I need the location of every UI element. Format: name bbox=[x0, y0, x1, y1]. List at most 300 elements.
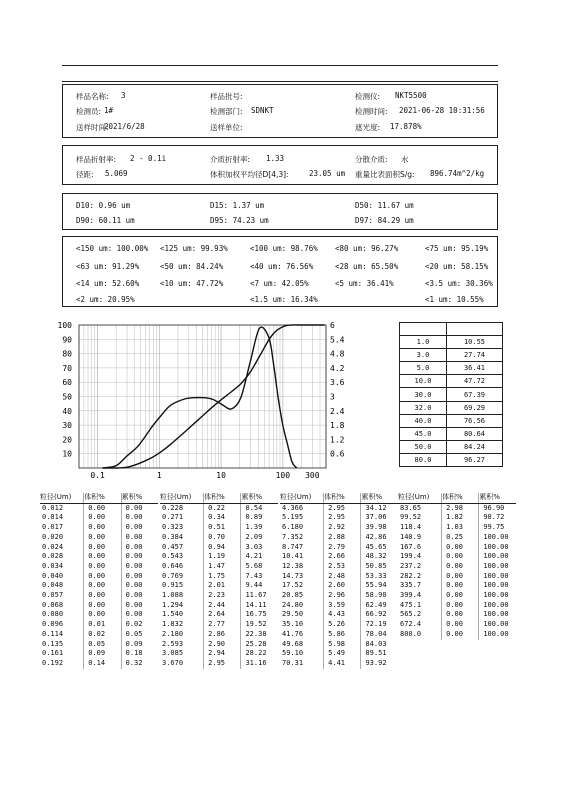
table-cell: 0.057 bbox=[42, 591, 64, 600]
table-cell: 34.12 bbox=[361, 503, 398, 513]
table-cell: 6.180 bbox=[282, 523, 304, 532]
table-cell: 0.014 bbox=[42, 513, 64, 522]
table-cell: 70.31 bbox=[282, 658, 304, 667]
table-cell: 565.2 bbox=[400, 610, 422, 619]
table-row bbox=[40, 610, 158, 620]
y-left-tick-label: 10 bbox=[62, 449, 72, 459]
cumulative-value: <80 um: 96.27% bbox=[335, 244, 399, 253]
table-cell: 0.00 bbox=[84, 581, 121, 591]
table-cell: 672.4 bbox=[400, 620, 422, 629]
table-row bbox=[40, 523, 158, 533]
table-cell: 0.54 bbox=[241, 503, 278, 513]
d-value: D90: 60.11 um bbox=[76, 216, 135, 225]
table-row bbox=[398, 610, 516, 620]
table-cell: 0.00 bbox=[84, 503, 121, 513]
table-cell: 0.09 bbox=[84, 649, 121, 659]
table-cell: 48.32 bbox=[361, 552, 398, 562]
table-cell: 0.00 bbox=[442, 543, 479, 553]
table-row bbox=[280, 649, 398, 659]
y-left-tick-label: 30 bbox=[62, 421, 72, 431]
size-table bbox=[280, 493, 398, 669]
table-cell: 0.096 bbox=[42, 620, 64, 629]
optics-value: 896.74m^2/kg bbox=[430, 169, 485, 178]
table-row bbox=[40, 620, 158, 630]
table-cell: 0.192 bbox=[42, 658, 64, 667]
table-row bbox=[40, 562, 158, 572]
col-header: 粒径(Um) bbox=[40, 493, 84, 503]
table-row bbox=[40, 659, 158, 669]
size-cell: 5.0 bbox=[400, 362, 447, 375]
col-header: 粒径(Um) bbox=[280, 493, 324, 503]
table-row bbox=[160, 533, 278, 543]
table-cell: 2.09 bbox=[241, 533, 278, 543]
table-row bbox=[400, 375, 503, 388]
table-cell: 31.16 bbox=[241, 659, 278, 669]
table-cell: 2.64 bbox=[204, 610, 241, 620]
table-cell: 72.19 bbox=[361, 620, 398, 630]
table-cell: 0.00 bbox=[442, 572, 479, 582]
table-row bbox=[280, 543, 398, 553]
table-cell: 1.19 bbox=[204, 552, 241, 562]
table-cell: 0.00 bbox=[84, 513, 121, 523]
cumulative-value: <75 um: 95.19% bbox=[425, 244, 489, 253]
table-cell: 0.02 bbox=[84, 630, 121, 640]
table-cell: 100.00 bbox=[479, 630, 516, 640]
table-cell: 0.00 bbox=[442, 601, 479, 611]
info-label: 检测时间: bbox=[355, 107, 388, 116]
table-cell: 140.9 bbox=[400, 532, 422, 541]
col-header: 体积% bbox=[204, 493, 241, 503]
table-cell: 62.49 bbox=[361, 601, 398, 611]
table-cell: 41.76 bbox=[282, 629, 304, 638]
table-row bbox=[160, 659, 278, 669]
table-cell: 59.10 bbox=[282, 649, 304, 658]
table-row bbox=[280, 591, 398, 601]
cum-cell: 67.39 bbox=[446, 388, 502, 401]
table-cell: 0.080 bbox=[42, 610, 64, 619]
table-cell: 0.02 bbox=[121, 620, 158, 630]
cum-cell: 80.64 bbox=[446, 427, 502, 440]
info-value: NKT5500 bbox=[395, 91, 427, 100]
cumulative-value: <20 um: 58.15% bbox=[425, 262, 489, 271]
size-cell: 3.0 bbox=[400, 349, 447, 362]
cum-cell: 47.72 bbox=[446, 375, 502, 388]
cumulative-value: <150 um: 100.00% bbox=[76, 244, 149, 253]
info-value: 17.878% bbox=[390, 122, 422, 131]
table-cell: 100.00 bbox=[479, 572, 516, 582]
table-cell: 0.00 bbox=[121, 591, 158, 601]
table-cell: 3.085 bbox=[162, 649, 184, 658]
table-row bbox=[280, 620, 398, 630]
table-cell: 99.75 bbox=[479, 523, 516, 533]
table-cell: 22.38 bbox=[241, 630, 278, 640]
table-cell: 0.00 bbox=[121, 533, 158, 543]
y-left-tick-label: 40 bbox=[62, 406, 72, 416]
table-row bbox=[160, 630, 278, 640]
table-cell: 0.00 bbox=[442, 620, 479, 630]
size-cell: 30.0 bbox=[400, 388, 447, 401]
table-cell: 100.00 bbox=[479, 543, 516, 553]
table-cell: 0.00 bbox=[121, 610, 158, 620]
table-cell: 2.95 bbox=[324, 513, 361, 523]
table-cell: 0.05 bbox=[121, 630, 158, 640]
info-value: SDNKT bbox=[251, 106, 274, 115]
table-row bbox=[400, 362, 503, 375]
table-cell: 20.85 bbox=[282, 591, 304, 600]
table-cell: 0.00 bbox=[121, 552, 158, 562]
table-cell: 2.77 bbox=[204, 620, 241, 630]
cumulative-value: <50 um: 84.24% bbox=[160, 262, 224, 271]
table-cell: 0.00 bbox=[442, 610, 479, 620]
cumulative-value: <63 um: 91.29% bbox=[76, 262, 140, 271]
table-cell: 100.00 bbox=[479, 562, 516, 572]
d-value: D10: 0.96 um bbox=[76, 201, 131, 210]
table-cell: 167.6 bbox=[400, 542, 422, 551]
col-header: 体积% bbox=[84, 493, 121, 503]
table-cell: 0.00 bbox=[84, 572, 121, 582]
optics-value: 1.33 bbox=[266, 154, 285, 163]
size-cell: 32.0 bbox=[400, 401, 447, 414]
table-cell: 1.03 bbox=[442, 523, 479, 533]
col-header: 粒径(Um) bbox=[398, 493, 442, 503]
table-cell: 0.70 bbox=[204, 533, 241, 543]
optics-label: 样品折射率: bbox=[76, 155, 117, 164]
table-cell: 0.457 bbox=[162, 542, 184, 551]
table-cell: 1.47 bbox=[204, 562, 241, 572]
y-right-tick-label: 3 bbox=[330, 392, 335, 402]
table-row bbox=[280, 562, 398, 572]
table-cell: 10.41 bbox=[282, 552, 304, 561]
header-top-rule bbox=[62, 65, 498, 66]
cumulative-value: <1 um: 10.55% bbox=[425, 295, 484, 304]
cumulative-value: <5 um: 36.41% bbox=[335, 279, 394, 288]
y-right-tick-label: 0.6 bbox=[330, 449, 345, 459]
table-row bbox=[280, 552, 398, 562]
table-cell: 100.00 bbox=[479, 620, 516, 630]
table-cell: 96.90 bbox=[479, 503, 516, 513]
table-cell: 2.88 bbox=[324, 533, 361, 543]
cum-cell: 96.27 bbox=[446, 453, 502, 466]
y-right-tick-label: 1.2 bbox=[330, 435, 345, 445]
info-value: 1# bbox=[104, 106, 114, 115]
size-table bbox=[398, 493, 516, 640]
info-label: 检测部门: bbox=[210, 107, 243, 116]
table-cell: 12.38 bbox=[282, 561, 304, 570]
table-cell: 0.00 bbox=[84, 610, 121, 620]
table-cell: 89.51 bbox=[361, 649, 398, 659]
header-bottom-rule bbox=[62, 81, 498, 82]
table-cell: 0.00 bbox=[442, 562, 479, 572]
y-right-tick-label: 3.6 bbox=[330, 378, 345, 388]
table-cell: 5.98 bbox=[324, 640, 361, 650]
table-row bbox=[280, 640, 398, 650]
table-cell: 100.00 bbox=[479, 610, 516, 620]
table-cell: 78.04 bbox=[361, 630, 398, 640]
table-cell: 2.95 bbox=[204, 659, 241, 669]
table-row bbox=[280, 581, 398, 591]
table-row bbox=[160, 640, 278, 650]
col-header: 累积% bbox=[241, 493, 278, 503]
table-cell: 99.52 bbox=[400, 513, 422, 522]
table-row bbox=[280, 523, 398, 533]
table-cell: 83.65 bbox=[400, 503, 422, 512]
table-cell: 0.543 bbox=[162, 552, 184, 561]
table-cell: 7.43 bbox=[241, 572, 278, 582]
y-left-tick-label: 90 bbox=[62, 335, 72, 345]
table-cell: 11.67 bbox=[241, 591, 278, 601]
info-label: 样品批号: bbox=[210, 92, 243, 101]
cum-cell: 84.24 bbox=[446, 440, 502, 453]
info-label: 送样单位: bbox=[210, 123, 243, 132]
table-row bbox=[40, 649, 158, 659]
table-cell: 2.79 bbox=[324, 543, 361, 553]
table-row bbox=[398, 552, 516, 562]
cumulative-value: <7 um: 42.05% bbox=[250, 279, 309, 288]
optics-label: 体积加权平均径D[4,3]: bbox=[210, 170, 289, 179]
table-row bbox=[400, 414, 503, 427]
table-row bbox=[280, 601, 398, 611]
table-cell: 2.94 bbox=[204, 649, 241, 659]
table-row bbox=[398, 620, 516, 630]
table-cell: 0.646 bbox=[162, 561, 184, 570]
y-right-tick-label: 6 bbox=[330, 321, 335, 330]
table-cell: 14.73 bbox=[282, 571, 304, 580]
table-cell: 237.2 bbox=[400, 561, 422, 570]
table-cell: 800.0 bbox=[400, 629, 422, 638]
d-value: D15: 1.37 um bbox=[210, 201, 265, 210]
table-row bbox=[280, 572, 398, 582]
table-row bbox=[160, 543, 278, 553]
table-cell: 2.96 bbox=[324, 591, 361, 601]
table-row bbox=[160, 503, 278, 513]
table-row bbox=[160, 581, 278, 591]
table-cell: 55.94 bbox=[361, 581, 398, 591]
table-cell: 2.180 bbox=[162, 629, 184, 638]
cum-cell: 36.41 bbox=[446, 362, 502, 375]
table-row bbox=[160, 523, 278, 533]
table-cell: 100.00 bbox=[479, 601, 516, 611]
table-cell: 0.00 bbox=[84, 523, 121, 533]
table-cell: 66.92 bbox=[361, 610, 398, 620]
table-cell: 58.90 bbox=[361, 591, 398, 601]
table-cell: 5.86 bbox=[324, 630, 361, 640]
col-header-cum bbox=[446, 323, 502, 336]
table-cell: 0.00 bbox=[121, 513, 158, 523]
table-row bbox=[40, 591, 158, 601]
table-row bbox=[400, 453, 503, 466]
table-cell: 37.06 bbox=[361, 513, 398, 523]
table-cell: 0.271 bbox=[162, 513, 184, 522]
table-row bbox=[40, 572, 158, 582]
y-right-tick-label: 1.8 bbox=[330, 421, 345, 431]
table-cell: 84.03 bbox=[361, 640, 398, 650]
table-cell: 3.59 bbox=[324, 601, 361, 611]
table-cell: 0.915 bbox=[162, 581, 184, 590]
size-cell: 1.0 bbox=[400, 336, 447, 349]
table-cell: 0.22 bbox=[204, 503, 241, 513]
table-cell: 0.135 bbox=[42, 639, 64, 648]
x-tick-label: 100 bbox=[275, 471, 291, 480]
table-cell: 0.00 bbox=[442, 552, 479, 562]
col-header: 体积% bbox=[442, 493, 479, 503]
table-cell: 2.23 bbox=[204, 591, 241, 601]
table-cell: 4.366 bbox=[282, 503, 304, 512]
size-cell: 10.0 bbox=[400, 375, 447, 388]
table-row bbox=[280, 503, 398, 513]
table-cell: 399.4 bbox=[400, 591, 422, 600]
table-cell: 0.89 bbox=[241, 513, 278, 523]
size-table bbox=[160, 493, 278, 669]
table-cell: 4.21 bbox=[241, 552, 278, 562]
table-row bbox=[40, 581, 158, 591]
optics-label: 重量比表面积S/g: bbox=[355, 170, 415, 179]
table-row bbox=[280, 659, 398, 669]
table-cell: 0.01 bbox=[84, 620, 121, 630]
table-row bbox=[40, 543, 158, 553]
y-right-tick-label: 2.4 bbox=[330, 406, 345, 416]
table-cell: 42.86 bbox=[361, 533, 398, 543]
table-row bbox=[160, 572, 278, 582]
size-table bbox=[40, 493, 158, 669]
y-right-tick-label: 4.2 bbox=[330, 363, 345, 373]
y-right-tick-label: 4.8 bbox=[330, 349, 345, 359]
table-row bbox=[160, 649, 278, 659]
table-cell: 0.00 bbox=[442, 630, 479, 640]
table-row bbox=[400, 401, 503, 414]
table-cell: 98.72 bbox=[479, 513, 516, 523]
table-cell: 0.017 bbox=[42, 523, 64, 532]
optics-label: 分散介质: bbox=[355, 155, 388, 164]
table-cell: 0.00 bbox=[84, 552, 121, 562]
table-cell: 9.44 bbox=[241, 581, 278, 591]
table-row bbox=[398, 591, 516, 601]
table-cell: 0.00 bbox=[121, 581, 158, 591]
table-cell: 1.82 bbox=[442, 513, 479, 523]
optics-value: 水 bbox=[401, 155, 409, 164]
table-row bbox=[398, 630, 516, 640]
table-cell: 45.65 bbox=[361, 543, 398, 553]
table-cell: 0.048 bbox=[42, 581, 64, 590]
info-label: 检测仪: bbox=[355, 92, 381, 101]
table-row bbox=[398, 581, 516, 591]
y-left-tick-label: 80 bbox=[62, 349, 72, 359]
table-cell: 5.26 bbox=[324, 620, 361, 630]
table-cell: 2.98 bbox=[442, 503, 479, 513]
table-cell: 0.00 bbox=[84, 591, 121, 601]
table-row bbox=[400, 336, 503, 349]
cumulative-value: <2 um: 20.95% bbox=[76, 295, 135, 304]
table-cell: 17.52 bbox=[282, 581, 304, 590]
table-row bbox=[400, 388, 503, 401]
cum-cell: 27.74 bbox=[446, 349, 502, 362]
info-label: 送样时间: bbox=[76, 123, 109, 132]
col-header: 粒径(Um) bbox=[160, 493, 204, 503]
table-cell: 0.00 bbox=[121, 523, 158, 533]
table-row bbox=[398, 601, 516, 611]
d-value: D95: 74.23 um bbox=[210, 216, 269, 225]
table-cell: 7.352 bbox=[282, 532, 304, 541]
table-cell: 2.593 bbox=[162, 639, 184, 648]
col-header: 累积% bbox=[479, 493, 516, 503]
size-cell: 80.0 bbox=[400, 453, 447, 466]
table-cell: 0.32 bbox=[121, 659, 158, 669]
table-cell: 0.51 bbox=[204, 523, 241, 533]
col-header: 体积% bbox=[324, 493, 361, 503]
table-row bbox=[400, 440, 503, 453]
table-cell: 0.161 bbox=[42, 649, 64, 658]
table-cell: 0.34 bbox=[204, 513, 241, 523]
table-row bbox=[400, 427, 503, 440]
table-cell: 0.00 bbox=[84, 562, 121, 572]
info-value: 2021/6/28 bbox=[104, 122, 145, 131]
table-cell: 14.11 bbox=[241, 601, 278, 611]
table-cell: 2.95 bbox=[324, 503, 361, 513]
table-cell: 0.00 bbox=[121, 503, 158, 513]
col-header: 累积% bbox=[121, 493, 158, 503]
table-row bbox=[40, 513, 158, 523]
table-cell: 93.92 bbox=[361, 659, 398, 669]
table-cell: 0.228 bbox=[162, 503, 184, 512]
info-value: 3 bbox=[121, 91, 126, 100]
table-cell: 3.670 bbox=[162, 658, 184, 667]
table-cell: 1.39 bbox=[241, 523, 278, 533]
table-row bbox=[160, 562, 278, 572]
y-left-tick-label: 100 bbox=[57, 321, 72, 330]
table-cell: 1.540 bbox=[162, 610, 184, 619]
table-cell: 2.66 bbox=[324, 552, 361, 562]
table-cell: 1.294 bbox=[162, 600, 184, 609]
cumulative-value: <1.5 um: 16.34% bbox=[250, 295, 318, 304]
table-cell: 1.088 bbox=[162, 591, 184, 600]
table-row bbox=[398, 562, 516, 572]
table-cell: 0.00 bbox=[442, 581, 479, 591]
x-tick-label: 1 bbox=[156, 471, 162, 480]
table-row bbox=[40, 640, 158, 650]
table-cell: 2.86 bbox=[204, 630, 241, 640]
table-row bbox=[160, 620, 278, 630]
table-cell: 0.00 bbox=[84, 601, 121, 611]
table-row bbox=[400, 349, 503, 362]
table-cell: 0.034 bbox=[42, 561, 64, 570]
table-cell: 28.22 bbox=[241, 649, 278, 659]
table-cell: 0.05 bbox=[84, 640, 121, 650]
table-cell: 199.4 bbox=[400, 552, 422, 561]
cumulative-value: <125 um: 99.93% bbox=[160, 244, 228, 253]
table-cell: 2.53 bbox=[324, 562, 361, 572]
table-row bbox=[160, 513, 278, 523]
optics-label: 介质折射率: bbox=[210, 155, 251, 164]
cum-cell: 10.55 bbox=[446, 336, 502, 349]
table-row bbox=[398, 572, 516, 582]
info-value: 2021-06-28 10:31:56 bbox=[399, 106, 485, 115]
table-cell: 0.18 bbox=[121, 649, 158, 659]
table-cell: 100.00 bbox=[479, 581, 516, 591]
table-row bbox=[398, 543, 516, 553]
size-cell: 40.0 bbox=[400, 414, 447, 427]
table-cell: 2.01 bbox=[204, 581, 241, 591]
table-row bbox=[398, 503, 516, 513]
table-cell: 0.114 bbox=[42, 629, 64, 638]
optics-value: 5.069 bbox=[105, 169, 128, 178]
table-row bbox=[160, 601, 278, 611]
table-cell: 0.384 bbox=[162, 532, 184, 541]
table-cell: 0.012 bbox=[42, 503, 64, 512]
table-cell: 0.00 bbox=[84, 533, 121, 543]
cum-cell: 76.56 bbox=[446, 414, 502, 427]
table-cell: 0.024 bbox=[42, 542, 64, 551]
table-cell: 0.068 bbox=[42, 600, 64, 609]
table-cell: 0.323 bbox=[162, 523, 184, 532]
